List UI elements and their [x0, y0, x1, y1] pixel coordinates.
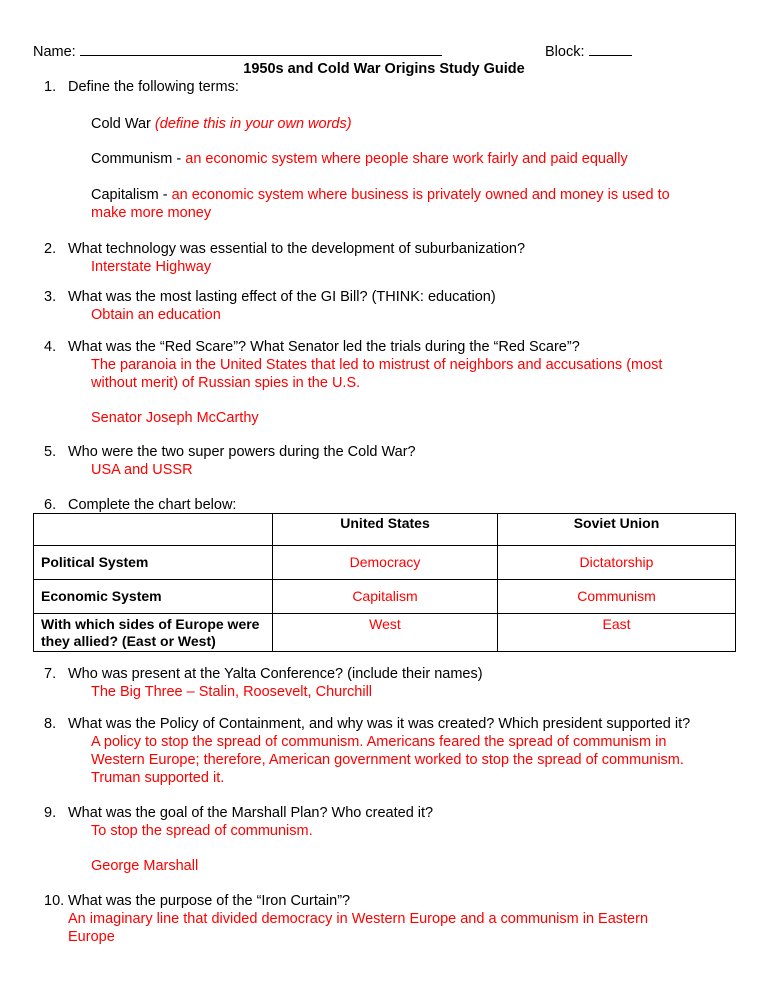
term-capitalism [91, 186, 670, 204]
q10-answer-cont: Europe [68, 929, 115, 945]
q9-number: 9. [44, 805, 57, 821]
q3-number: 3. [44, 289, 57, 305]
table-header-us: United States [273, 514, 498, 546]
term-answer: an economic system where people share work fairly and paid equally [185, 151, 628, 167]
name-blank[interactable] [80, 41, 442, 56]
q6-number: 6. [44, 497, 57, 513]
table-cell-ussr: Communism [498, 580, 736, 614]
table-header-row [34, 514, 736, 546]
q8-answer-cont: Western Europe; therefore, American government worked to stop the spread of communism. [91, 752, 684, 768]
q4-number: 4. [44, 339, 57, 355]
table-header-ussr: Soviet Union [498, 514, 736, 546]
q10-text: What was the purpose of the “Iron Curtain”? [68, 893, 351, 909]
table-row-label: Political System [34, 546, 273, 580]
table-cell-us: West [273, 614, 498, 652]
q9-answer: To stop the spread of communism. [91, 823, 313, 839]
q5-text: Who were the two super powers during the Cold War? [68, 444, 416, 460]
table-row [34, 546, 736, 580]
q1-text: Define the following terms: [68, 79, 239, 95]
q4-answer2: Senator Joseph McCarthy [91, 410, 259, 426]
block-label: Block: [545, 44, 585, 60]
table-row-label: With which sides of Europe were they allied? (East or West) [34, 614, 273, 652]
q8-answer-cont: Truman supported it. [91, 770, 225, 786]
q10-number: 10. [44, 893, 65, 909]
q2-text: What technology was essential to the development of suburbanization? [68, 241, 526, 257]
table-row [34, 580, 736, 614]
block-blank[interactable] [589, 41, 632, 56]
table-header-blank [34, 514, 273, 546]
q7-number: 7. [44, 666, 57, 682]
q7-answer: The Big Three – Stalin, Roosevelt, Churchill [91, 684, 373, 700]
term-label: Capitalism - [91, 187, 168, 203]
term-label: Cold War [91, 116, 151, 132]
term-answer: (define this in your own words) [154, 116, 352, 132]
term-label: Communism - [91, 151, 182, 167]
block-field [545, 41, 632, 61]
q2-number: 2. [44, 241, 57, 257]
name-field [33, 41, 442, 61]
q8-text: What was the Policy of Containment, and why was it was created? Which president supported it? [68, 716, 691, 732]
table-cell-ussr: East [498, 614, 736, 652]
q7-text: Who was present at the Yalta Conference? (include their names) [68, 666, 483, 682]
q5-answer: USA and USSR [91, 462, 193, 478]
q8-answer: A policy to stop the spread of communism. Americans feared the spread of communism in [91, 734, 667, 750]
q5-number: 5. [44, 444, 57, 460]
comparison-table [33, 513, 736, 652]
q6-text: Complete the chart below: [68, 497, 237, 513]
term-answer: an economic system where business is privately owned and money is used to [171, 187, 670, 203]
q1-number: 1. [44, 79, 57, 95]
term-cold-war [91, 115, 352, 133]
q9-answer2: George Marshall [91, 858, 199, 874]
table-cell-ussr: Dictatorship [498, 546, 736, 580]
table-row-label: Economic System [34, 580, 273, 614]
q2-answer: Interstate Highway [91, 259, 212, 275]
page-title: 1950s and Cold War Origins Study Guide [243, 61, 525, 77]
q10-answer: An imaginary line that divided democracy in Western Europe and a communism in Eastern [68, 911, 649, 927]
q9-text: What was the goal of the Marshall Plan? Who created it? [68, 805, 434, 821]
table-cell-us: Democracy [273, 546, 498, 580]
term-answer-cont: make more money [91, 205, 212, 221]
q3-text: What was the most lasting effect of the GI Bill? (THINK: education) [68, 289, 496, 305]
q8-number: 8. [44, 716, 57, 732]
term-communism [91, 150, 628, 168]
table-row [34, 614, 736, 652]
q4-answer-cont: without merit) of Russian spies in the U.S. [91, 375, 361, 391]
q4-answer: The paranoia in the United States that led to mistrust of neighbors and accusations (most [91, 357, 663, 373]
name-label: Name: [33, 44, 76, 60]
q3-answer: Obtain an education [91, 307, 221, 323]
table-cell-us: Capitalism [273, 580, 498, 614]
q4-text: What was the “Red Scare”? What Senator led the trials during the “Red Scare”? [68, 339, 580, 355]
